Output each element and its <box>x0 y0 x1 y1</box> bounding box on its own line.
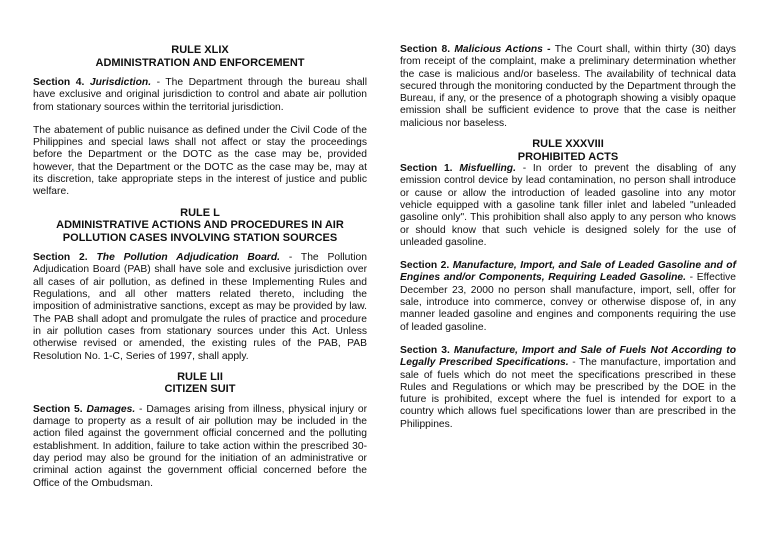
section-2-leaded-gasoline: Section 2. Manufacture, Import, and Sale of Leaded Gasoline and of Engines and/or Components, Requiring Leaded Gasoline. - Effective December 23, 2000 no person shall manufacture, import, sell, offer for sale, introduce into commerce, convey or otherwise dispose of, in any manner leaded gasoline and engines and components requiring the use of leaded gasoline. <box>400 260 737 333</box>
rule-xlix-title: RULE XLIX <box>171 44 229 56</box>
section-5-damages: Section 5. Damages. - Damages arising from illness, physical injury or damage to property as a result of air pollution may be included in the action filed against the government official concerned and the polluting establishment. In addition, failure to take action within the prescribed 30-day period may also be ground for the initiation of an administrative or criminal action against the government official concerned before the Office of the Ombudsman. <box>33 403 367 489</box>
section-8-malicious-actions: Section 8. Malicious Actions - The Court shall, within thirty (30) days from receipt of the complaint, make a preliminary determination whether the case is malicious and/or baseless. The availability of technical data secured through the monitoring conducted by the Department through the Bureau, if any, or the presence of a photograph showing a visibly opaque emission shall be sufficient evidence to prove that the case is neither malicious nor baseless. <box>400 44 737 129</box>
rule-l-title: RULE L <box>180 206 220 219</box>
section-1-misfuelling: Section 1. Misfuelling. - In order to prevent the disabling of any emission control device by lead contamination, no person shall introduce or cause or allow the introduction of leaded gasoline into any motor vehicle equipped with a gasoline tank filler inlet and labeled "unleaded gasoline only". This prohibition shall also apply to any person who knows or should know that such vehicle is designed solely for the use of unleaded gasoline. <box>400 163 736 248</box>
section-2-pollution-adjudication-board: Section 2. The Pollution Adjudication Board. - The Pollution Adjudication Board (PAB) shall have sole and exclusive jurisdiction over all cases of air pollution, as defined in these Implementing Rules and Regulations, and all other matters related thereto, including the imposition of administrative sanctions, except as may be provided by law. The PAB shall adopt and promulgate the rules of practice and procedure in air pollution cases from stationary sources under this Act. Unless otherwise revised or amended, the existing rules of the PAB, PAB Resolution No. 1-C, Series of 1997, shall apply. <box>33 252 367 362</box>
left-column <box>33 44 367 490</box>
paragraph-public-nuisance: The abatement of public nuisance as defined under the Civil Code of the Philippines and special laws shall not affect or stay the proceedings before the Department or the DOTC as the case may be, provided however, that the Department or the DOTC as the case may be, may at its discretion, take appropriate steps in the interest of justice and public welfare. <box>33 124 367 198</box>
rule-xxxviii-title: RULE XXXVIII <box>532 138 604 151</box>
right-column <box>400 44 736 431</box>
section-4-jurisdiction: Section 4. Jurisdiction. - The Department through the bureau shall have exclusive and original jurisdiction to control and abate air pollution from stationary sources within the territorial jurisdiction. <box>33 77 367 113</box>
section-3-fuel-specifications: Section 3. Manufacture, Import and Sale of Fuels Not According to Legally Prescribed Specifications. - The manufacture, importation and sale of fuels which do not meet the specifications prescribed in these Rules and Regulations or which may be prescribed by the DOE in the future is prohibited, except where the fuel is intended for export to a country which allows fuel specifications lower than are prescribed in the Philippines. <box>400 344 736 430</box>
rule-lii-subtitle: CITIZEN SUIT <box>164 383 236 396</box>
rule-lii-title: RULE LII <box>177 370 223 383</box>
rule-l-subtitle: ADMINISTRATIVE ACTIONS AND PROCEDURES IN AIR POLLUTION CASES INVOLVING STATION SOURCES <box>56 219 344 244</box>
rule-xlix-subtitle: ADMINISTRATION AND ENFORCEMENT <box>95 56 305 69</box>
rule-xxxviii-subtitle: PROHIBITED ACTS <box>517 150 619 163</box>
